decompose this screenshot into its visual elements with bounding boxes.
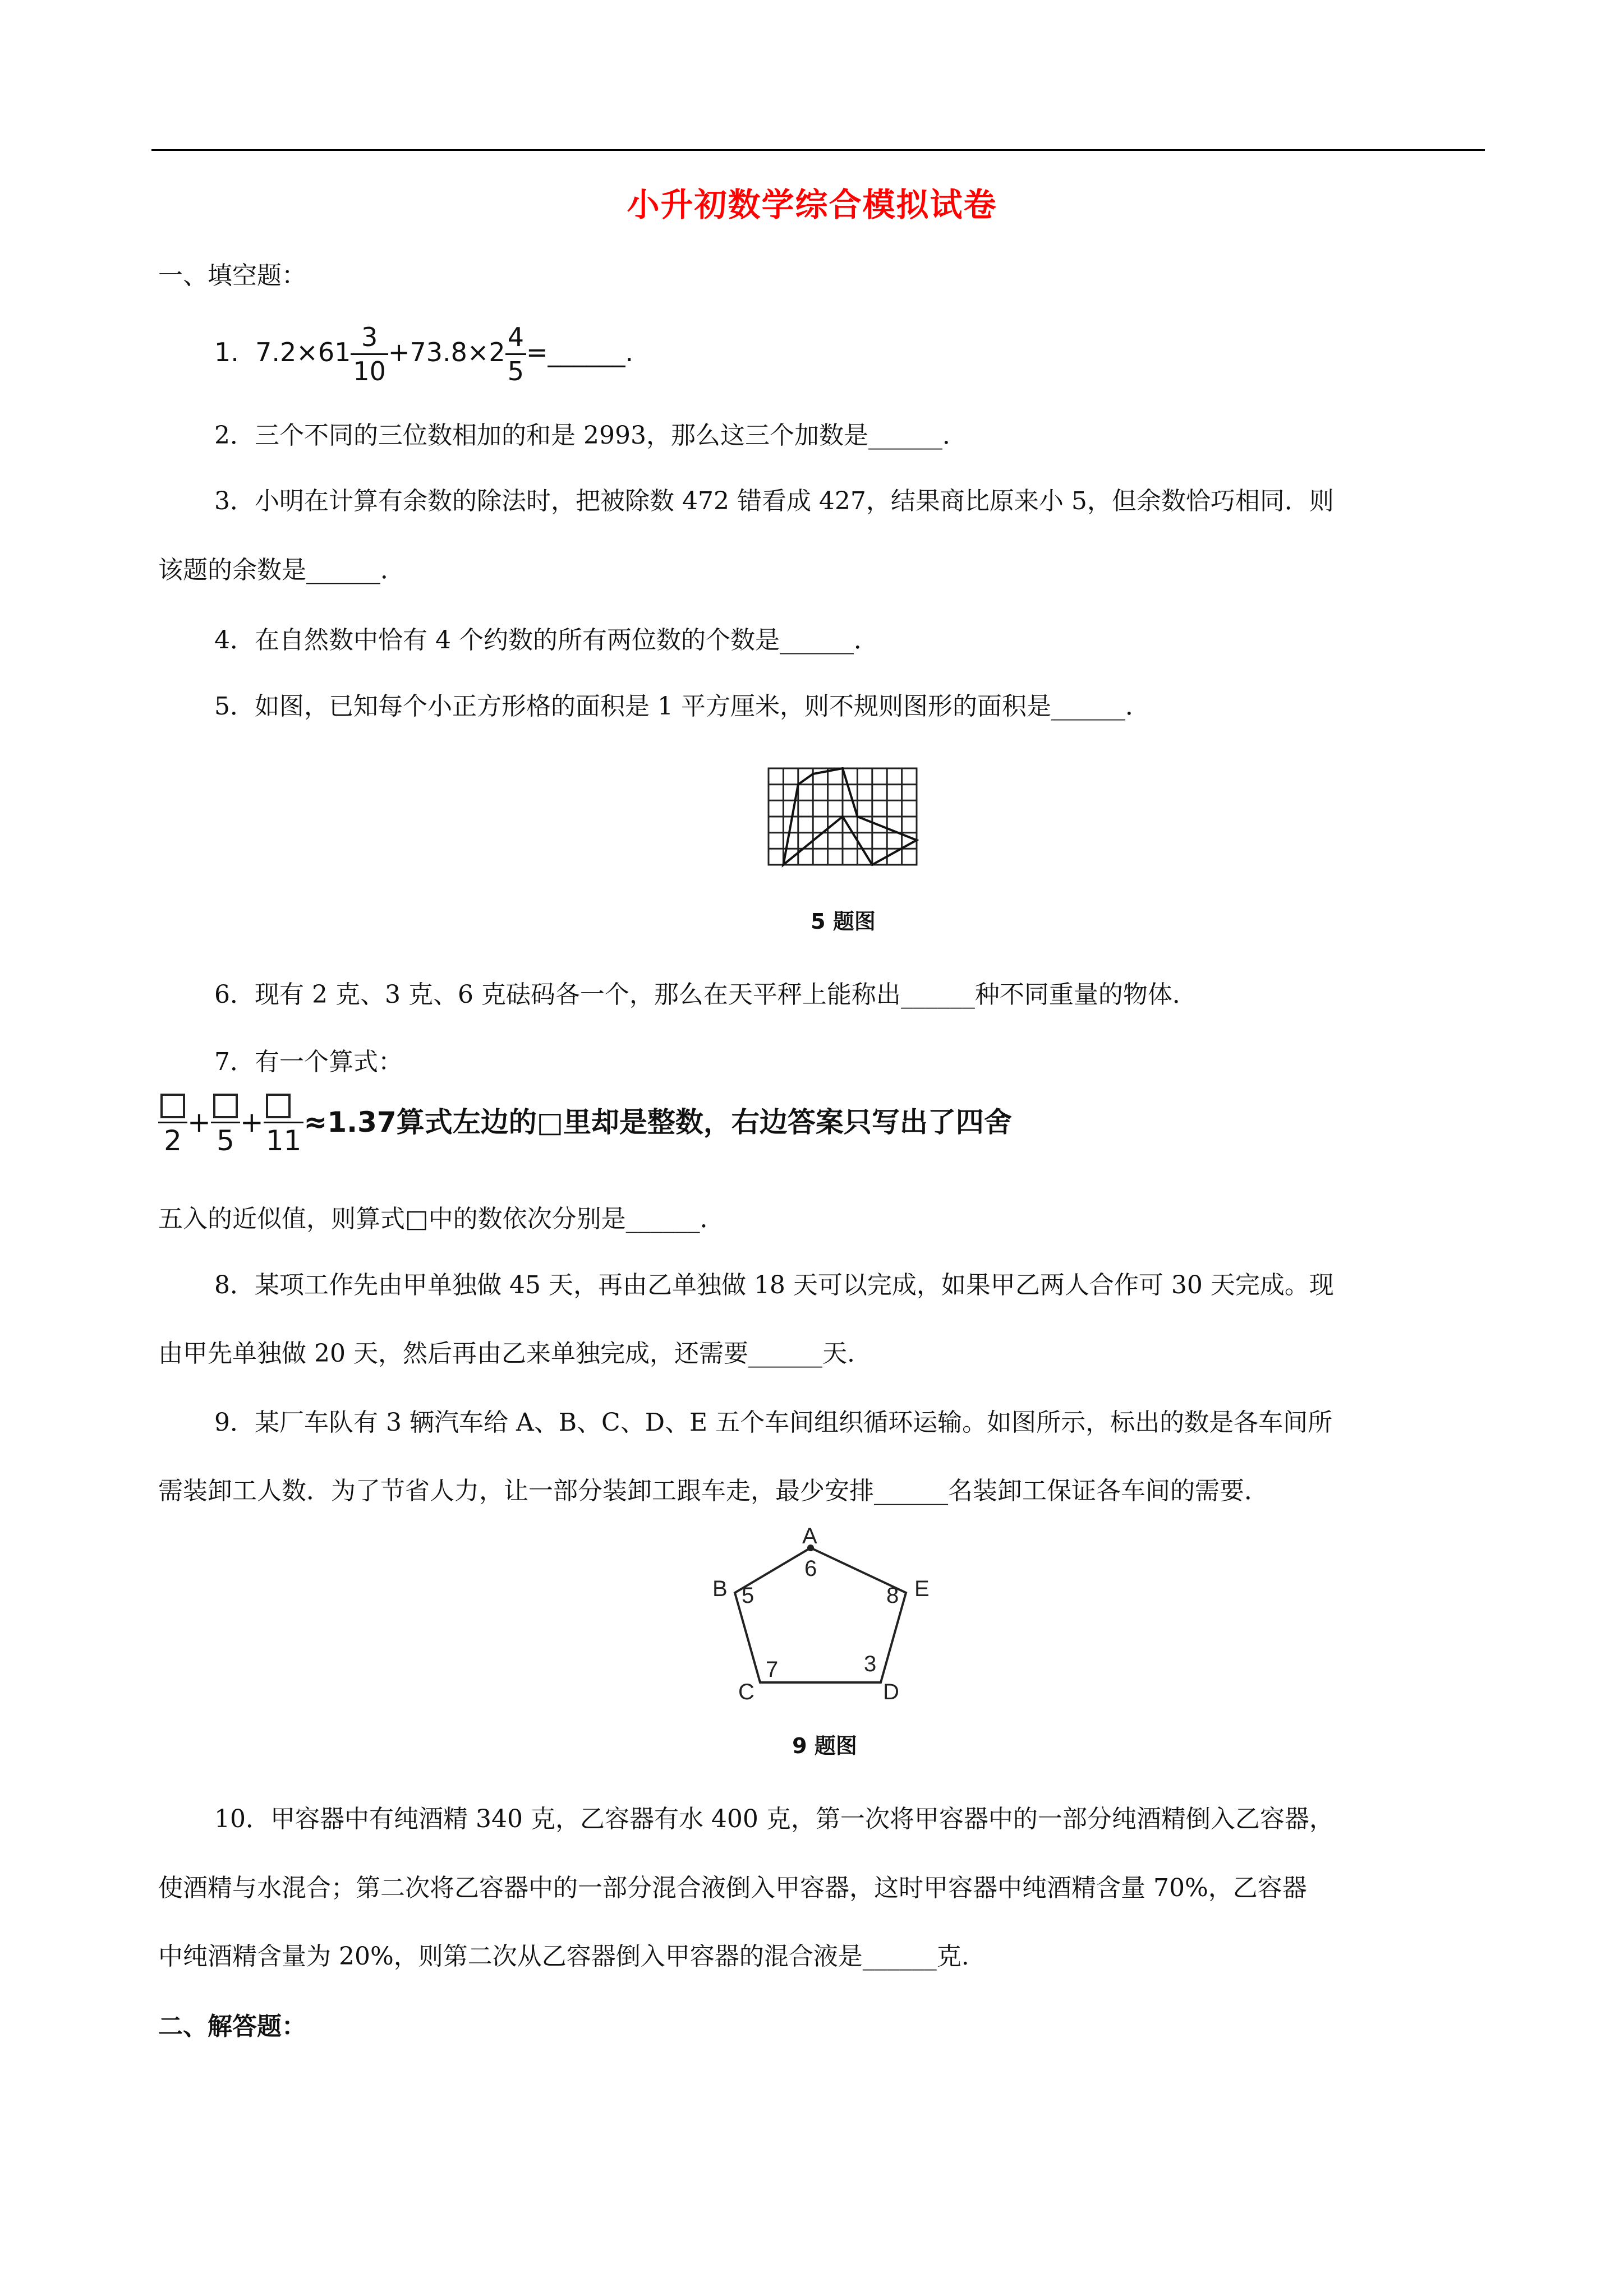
question-10-line-2: 使酒精与水混合；第二次将乙容器中的一部分混合液倒入甲容器，这时甲容器中纯酒精含量 70%，乙容器	[158, 1874, 1307, 1902]
q7-denominator-3: 11	[265, 1124, 302, 1157]
question-8-line-2: 由甲先单独做 20 天，然后再由乙来单独完成，还需要______天.	[158, 1339, 855, 1368]
figure-5-grid	[767, 767, 919, 868]
q7-fraction-2	[211, 1094, 240, 1155]
question-7-formula	[158, 1094, 1012, 1155]
question-10-line-3: 中纯酒精含量为 20%，则第二次从乙容器倒入甲容器的混合液是______克.	[158, 1942, 969, 1971]
vertex-label-a: A	[802, 1525, 817, 1548]
q1-f1-denominator: 10	[353, 356, 386, 386]
question-4: 4．在自然数中恰有 4 个约数的所有两位数的个数是______．	[214, 626, 878, 654]
question-6: 6．现有 2 克、3 克、6 克砝码各一个，那么在天平秤上能称出______种不同重量的物体．	[214, 980, 1197, 1009]
question-9-line-1: 9．某厂车队有 3 辆汽车给 A、B、C、D、E 五个车间组织循环运输。如图所示，标出的数是各车间所	[214, 1408, 1333, 1437]
section-answer-heading: 二、解答题：	[158, 2012, 306, 2041]
header-rule	[151, 149, 1485, 151]
q7-denominator-1: 2	[164, 1124, 182, 1157]
q7-fraction-1	[158, 1094, 187, 1155]
question-1	[214, 324, 633, 384]
page-title: 小升初数学综合模拟试卷	[627, 186, 997, 224]
q1-fraction-2	[505, 324, 526, 384]
question-7-line-3: 五入的近似值，则算式□中的数依次分别是______．	[158, 1205, 725, 1233]
vertex-label-b: B	[712, 1576, 728, 1601]
question-8-line-1: 8．某项工作先由甲单独做 45 天，再由乙单独做 18 天可以完成，如果甲乙两人合作可 30 天完成。现	[214, 1271, 1334, 1299]
q1-f1-numerator: 3	[351, 324, 388, 355]
q7-fraction-3	[264, 1094, 304, 1155]
q1-number: 1.	[214, 337, 239, 367]
figure-9-pentagon	[696, 1525, 942, 1711]
vertex-label-e: E	[914, 1576, 930, 1601]
workers-a: 6	[804, 1556, 817, 1581]
vertex-label-c: C	[738, 1680, 755, 1704]
q1-f2-denominator: 5	[507, 356, 524, 386]
q1-fraction-1	[351, 324, 388, 384]
workers-d: 3	[864, 1652, 877, 1676]
pentagon-route	[735, 1548, 906, 1682]
figure-5-caption: 5 题图	[811, 909, 876, 934]
q7-tail-text: ≈1.37算式左边的□里却是整数，右边答案只写出了四舍	[303, 1106, 1012, 1138]
q1-term-a: 7.2×61	[255, 337, 351, 367]
q1-f2-numerator: 4	[505, 324, 526, 355]
workers-c: 7	[766, 1657, 779, 1682]
blank-box	[213, 1094, 238, 1118]
blank-box	[266, 1094, 291, 1118]
q1-blank: =______.	[526, 337, 634, 367]
vertex-label-d: D	[883, 1680, 899, 1704]
question-3-line-2: 该题的余数是______．	[158, 556, 405, 584]
q7-plus-1: +	[187, 1106, 211, 1138]
workers-e: 8	[886, 1583, 899, 1608]
q7-denominator-2: 5	[217, 1124, 234, 1157]
section-fill-in-heading: 一、填空题：	[158, 261, 306, 290]
question-7-line-1: 7．有一个算式：	[214, 1048, 403, 1076]
question-2: 2．三个不同的三位数相加的和是 2993，那么这三个加数是______．	[214, 421, 967, 450]
question-3-line-1: 3．小明在计算有余数的除法时，把被除数 472 错看成 427，结果商比原来小 5，但余数恰巧相同．则	[214, 487, 1334, 515]
question-5: 5．如图，已知每个小正方形格的面积是 1 平方厘米，则不规则图形的面积是______．	[214, 692, 1150, 721]
q7-plus-2: +	[240, 1106, 264, 1138]
blank-box	[160, 1094, 185, 1118]
q1-term-b: +73.8×2	[388, 337, 505, 367]
question-10-line-1: 10．甲容器中有纯酒精 340 克，乙容器有水 400 克，第一次将甲容器中的一部分纯酒精倒入乙容器，	[214, 1805, 1334, 1833]
figure-9-caption: 9 题图	[792, 1733, 857, 1758]
question-9-line-2: 需装卸工人数．为了节省人力，让一部分装卸工跟车走，最少安排______名装卸工保证各车间的需要．	[158, 1477, 1269, 1505]
workers-b: 5	[742, 1583, 755, 1608]
